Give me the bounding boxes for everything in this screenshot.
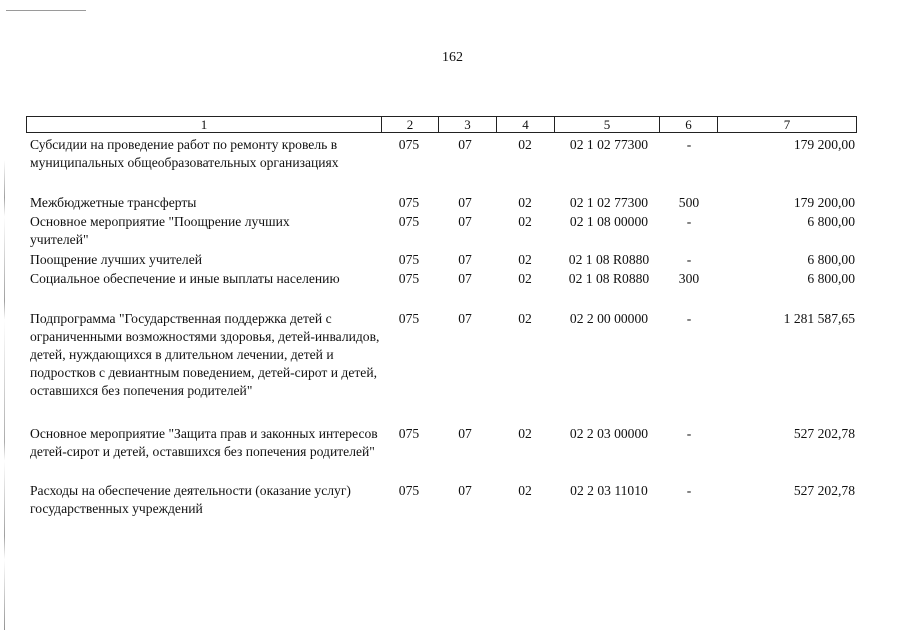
column-header-3: 3 — [439, 117, 497, 133]
row-col-7: 179 200,00 — [793, 195, 855, 210]
row-col-7: 6 800,00 — [807, 214, 855, 229]
row-col-4: 02 — [518, 214, 532, 229]
row-col-2: 075 — [398, 214, 420, 229]
row-col-5: 02 1 08 00000 — [569, 214, 649, 229]
row-col-3: 07 — [458, 214, 472, 229]
row-col-6: - — [686, 311, 692, 326]
row-col-4: 02 — [518, 252, 532, 267]
row-col-7: 1 281 587,65 — [783, 311, 855, 326]
row-col-3: 07 — [458, 252, 472, 267]
row-col-2: 075 — [398, 426, 420, 441]
column-header-table — [26, 116, 857, 133]
column-header-1: 1 — [27, 117, 382, 133]
row-col-4: 02 — [518, 137, 532, 152]
row-col-6: - — [686, 426, 692, 441]
row-col-5: 02 1 08 R0880 — [568, 271, 650, 286]
row-col-5: 02 1 08 R0880 — [568, 252, 650, 267]
row-col-2: 075 — [398, 483, 420, 498]
row-col-5: 02 2 03 11010 — [570, 483, 648, 498]
row-col-3: 07 — [458, 195, 472, 210]
row-col-6: 300 — [678, 271, 700, 286]
row-col-2: 075 — [398, 311, 420, 326]
row-col-5: 02 1 02 77300 — [569, 137, 649, 152]
scan-artifact-top-line — [6, 10, 86, 11]
row-col-3: 07 — [458, 137, 472, 152]
row-col-7: 527 202,78 — [793, 426, 855, 441]
row-col-2: 075 — [398, 137, 420, 152]
row-col-3: 07 — [458, 311, 472, 326]
column-header-6: 6 — [660, 117, 718, 133]
row-name: Межбюджетные трансферты — [30, 195, 197, 210]
row-col-5: 02 2 03 00000 — [569, 426, 649, 441]
row-col-4: 02 — [518, 195, 532, 210]
row-col-6: - — [686, 214, 692, 229]
row-col-3: 07 — [458, 483, 472, 498]
row-col-7: 6 800,00 — [807, 252, 855, 267]
row-name: Субсидии на проведение работ по ремонту кровель в муниципальных общеобразовательных организациях — [30, 137, 339, 170]
row-col-6: - — [686, 252, 692, 267]
row-col-6: 500 — [678, 195, 700, 210]
row-col-5: 02 1 02 77300 — [569, 195, 649, 210]
row-col-4: 02 — [518, 311, 532, 326]
row-col-2: 075 — [398, 195, 420, 210]
row-col-7: 179 200,00 — [793, 137, 855, 152]
row-name: Расходы на обеспечение деятельности (оказание услуг) государственных учреждений — [30, 483, 351, 516]
row-col-4: 02 — [518, 271, 532, 286]
row-col-4: 02 — [518, 483, 532, 498]
row-col-6: - — [686, 137, 692, 152]
scan-artifact-left-edge — [4, 160, 5, 630]
row-col-7: 6 800,00 — [807, 271, 855, 286]
row-name: Социальное обеспечение и иные выплаты населению — [30, 271, 340, 286]
row-col-6: - — [686, 483, 692, 498]
column-header-4: 4 — [497, 117, 555, 133]
row-col-2: 075 — [398, 271, 420, 286]
column-header-5: 5 — [555, 117, 660, 133]
row-name: Основное мероприятие "Поощрение лучших учителей" — [30, 214, 290, 247]
row-col-3: 07 — [458, 426, 472, 441]
row-col-3: 07 — [458, 271, 472, 286]
row-name: Поощрение лучших учителей — [30, 252, 203, 267]
column-header-row — [27, 117, 857, 133]
row-col-5: 02 2 00 00000 — [569, 311, 649, 326]
row-col-7: 527 202,78 — [793, 483, 855, 498]
row-col-2: 075 — [398, 252, 420, 267]
row-name: Подпрограмма "Государственная поддержка детей с ограниченными возможностями здоровья, детей-инвалидов, детей, нуждающихся в длительном лечении, детей и подростков с девиантным поведением, детей-сирот и детей, оставшихся без попечения родителей" — [30, 311, 380, 398]
row-col-4: 02 — [518, 426, 532, 441]
row-name: Основное мероприятие "Защита прав и законных интересов детей-сирот и детей, оставшихся без попечения родителей" — [30, 426, 378, 459]
page-number: 162 — [442, 50, 463, 65]
column-header-7: 7 — [718, 117, 857, 133]
column-header-2: 2 — [382, 117, 439, 133]
